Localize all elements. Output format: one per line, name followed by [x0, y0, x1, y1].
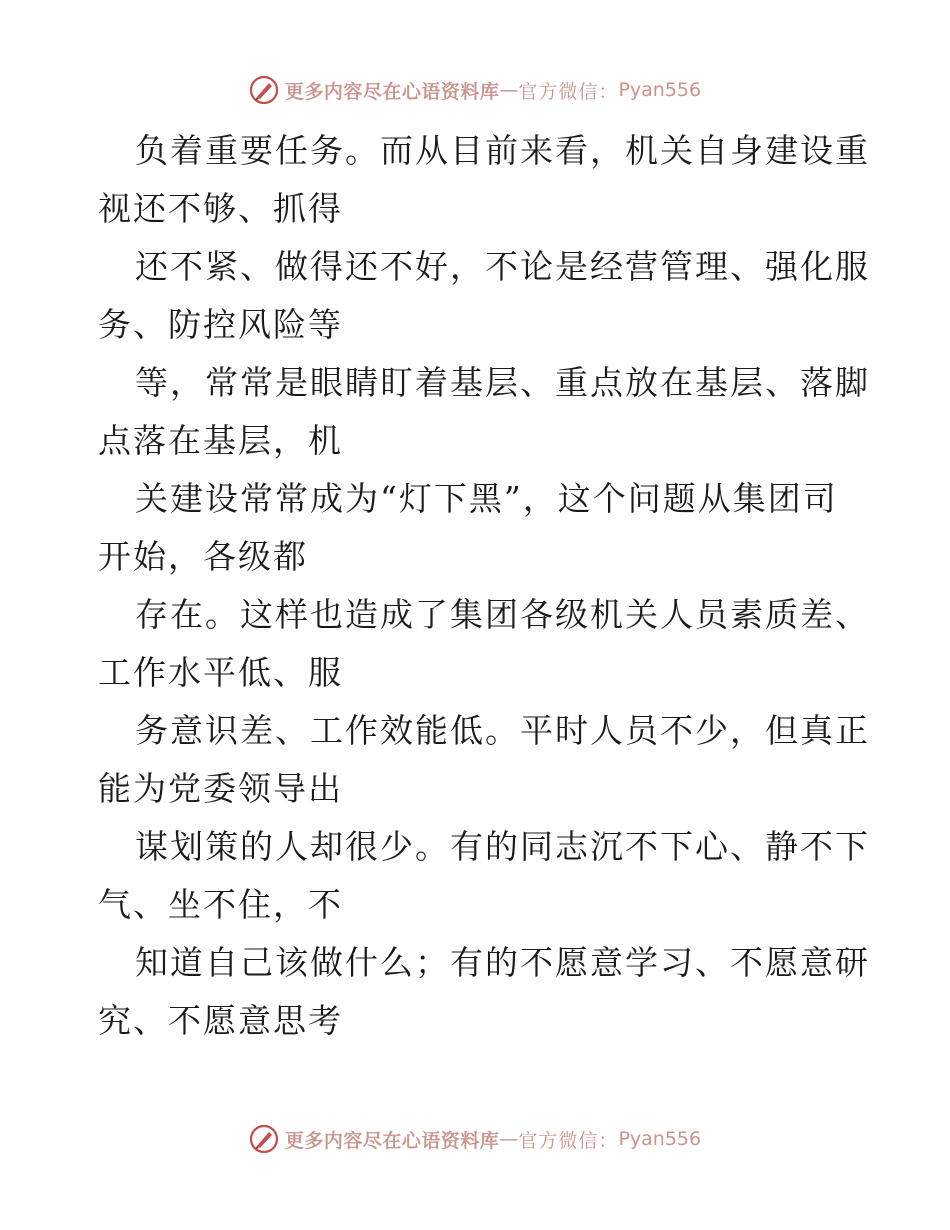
quill-pen-icon — [249, 1124, 279, 1154]
text-line: 谋划策的人却很少。有的同志沉不下心、静不下 — [135, 827, 870, 866]
banner-wechat-label: 官方微信： — [518, 80, 619, 103]
quill-pen-icon — [249, 75, 279, 105]
text-line: 知道自己该做什么；有的不愿意学习、不愿意研 — [135, 943, 870, 982]
text-line: 工作水平低、服 — [98, 653, 343, 692]
banner-separator: — — [499, 79, 519, 101]
banner-wechat-label: 官方微信： — [518, 1129, 619, 1152]
text-line: 存在。这样也造成了集团各级机关人员素质差、 — [135, 595, 870, 634]
text-line: 负着重要任务。而从目前来看，机关自身建设重 — [135, 131, 870, 170]
text-line: 务意识差、工作效能低。平时人员不少，但真正 — [135, 711, 870, 750]
text-line: 还不紧、做得还不好，不论是经营管理、强化服 — [135, 247, 870, 286]
text-line: 务、防控风险等 — [98, 305, 343, 344]
text-line: 等，常常是眼睛盯着基层、重点放在基层、落脚 — [135, 363, 870, 402]
text-line: 气、坐不住，不 — [98, 885, 343, 924]
text-line: 点落在基层，机 — [98, 421, 343, 460]
banner-brand: 更多内容尽在心语资料库 — [284, 80, 500, 103]
text-line: 视还不够、抓得 — [98, 189, 343, 228]
header-banner — [0, 70, 950, 110]
text-line: 关建设常常成为“灯下黑”，这个问题从集团司 — [135, 479, 838, 518]
banner-separator: — — [499, 1128, 519, 1150]
banner-handle: Pyan556 — [618, 79, 702, 101]
banner-handle: Pyan556 — [618, 1128, 702, 1150]
text-line: 究、不愿意思考 — [98, 1001, 343, 1040]
footer-banner — [0, 1119, 950, 1159]
banner-brand: 更多内容尽在心语资料库 — [284, 1129, 500, 1152]
text-line: 开始，各级都 — [98, 537, 308, 576]
document-body — [98, 122, 870, 1050]
text-line: 能为党委领导出 — [98, 769, 343, 808]
